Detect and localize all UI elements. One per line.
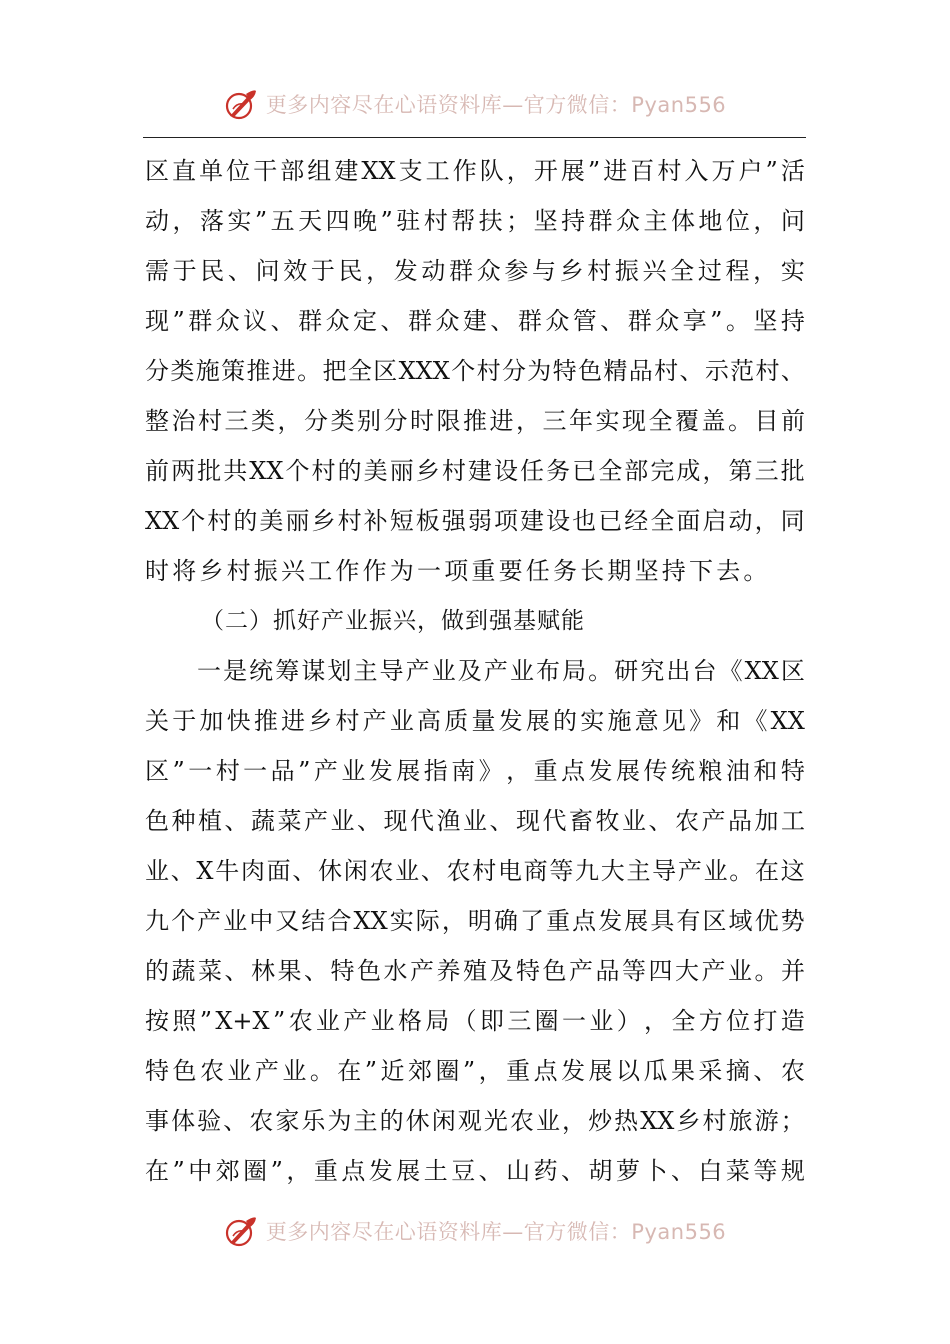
text-line: 动 ， 落 实 ” 五 天 四 晚 ” 驻 村 帮 扶 ； 坚 持 群 众 主 体 地 位 ， 问 — [145, 207, 805, 235]
text-line: 九 个 产 业 中 又 结 合 XX 实 际 ， 明 确 了 重 点 发 展 具 有 区 域 优 势 — [145, 907, 805, 935]
text-line: 整 治 村 三 类 ， 分 类 别 分 时 限 推 进 ， 三 年 实 现 全 覆 盖 。 目 前 — [145, 407, 805, 435]
watermark-banner-top — [0, 82, 950, 126]
text-line: 区 直 单 位 干 部 组 建 XX 支 工 作 队 ， 开 展 ” 进 百 村 入 万 户 ” 活 — [145, 157, 805, 185]
text-line: XX 个 村 的 美 丽 乡 村 补 短 板 强 弱 项 建 设 也 已 经 全 面 启 动 ， 同 — [145, 507, 805, 535]
quill-logo-icon — [224, 87, 258, 121]
text-line: 事 体 验 、 农 家 乐 为 主 的 休 闲 观 光 农 业 ， 炒 热 XX 乡 村 旅 游 ； — [145, 1107, 805, 1135]
text-line: 在 ” 中 郊 圈 ” ， 重 点 发 展 土 豆 、 山 药 、 胡 萝 卜 、 白 菜 等 规 — [145, 1157, 805, 1185]
text-line: 业 、 X 牛 肉 面 、 休 闲 农 业 、 农 村 电 商 等 九 大 主 导 产 业 。 在 这 — [145, 857, 805, 885]
watermark-text: 更多内容尽在心语资料库—官方微信：Pyan556 — [265, 93, 727, 117]
text-line: 需 于 民 、 问 效 于 民 ， 发 动 群 众 参 与 乡 村 振 兴 全 过 程 ， 实 — [145, 257, 805, 285]
text-line: 特 色 农 业 产 业 。 在 ” 近 郊 圈 ” ， 重 点 发 展 以 瓜 果 采 摘 、 农 — [145, 1057, 805, 1085]
watermark-text: 更多内容尽在心语资料库—官方微信：Pyan556 — [265, 1220, 727, 1244]
text-line: 按 照 ” X+X ” 农 业 产 业 格 局 （ 即 三 圈 一 业 ） ， 全 方 位 打 造 — [145, 1007, 805, 1035]
text-line: 区 ” 一 村 一 品 ” 产 业 发 展 指 南 》 ， 重 点 发 展 传 统 粮 油 和 特 — [145, 757, 805, 785]
text-line: 前 两 批 共 XX 个 村 的 美 丽 乡 村 建 设 任 务 已 全 部 完 成 ， 第 三 批 — [145, 457, 805, 485]
quill-logo-icon — [224, 1214, 258, 1248]
text-line: 的 蔬 菜 、 林 果 、 特 色 水 产 养 殖 及 特 色 产 品 等 四 大 产 业 。 并 — [145, 957, 805, 985]
text-line: 一 是 统 筹 谋 划 主 导 产 业 及 产 业 布 局 。 研 究 出 台 《 XX 区 — [197, 657, 805, 685]
document-body — [145, 146, 805, 1196]
text-line: 色 种 植 、 蔬 菜 产 业 、 现 代 渔 业 、 现 代 畜 牧 业 、 农 产 品 加 工 — [145, 807, 805, 835]
header-divider — [143, 137, 806, 138]
text-line: 关 于 加 快 推 进 乡 村 产 业 高 质 量 发 展 的 实 施 意 见 》 和 《 XX — [145, 707, 805, 735]
text-line: 时将乡村振兴工作作为一项重要任务长期坚持下去。 — [145, 557, 771, 585]
watermark-banner-bottom — [0, 1209, 950, 1253]
text-line: 分 类 施 策 推 进 。 把 全 区 XXX 个 村 分 为 特 色 精 品 村 、 示 范 村 、 — [145, 357, 805, 385]
text-line: 现 ” 群 众 议 、 群 众 定 、 群 众 建 、 群 众 管 、 群 众 享 ” 。 坚 持 — [145, 307, 805, 335]
section-heading: （二）抓好产业振兴，做到强基赋能 — [201, 608, 585, 634]
